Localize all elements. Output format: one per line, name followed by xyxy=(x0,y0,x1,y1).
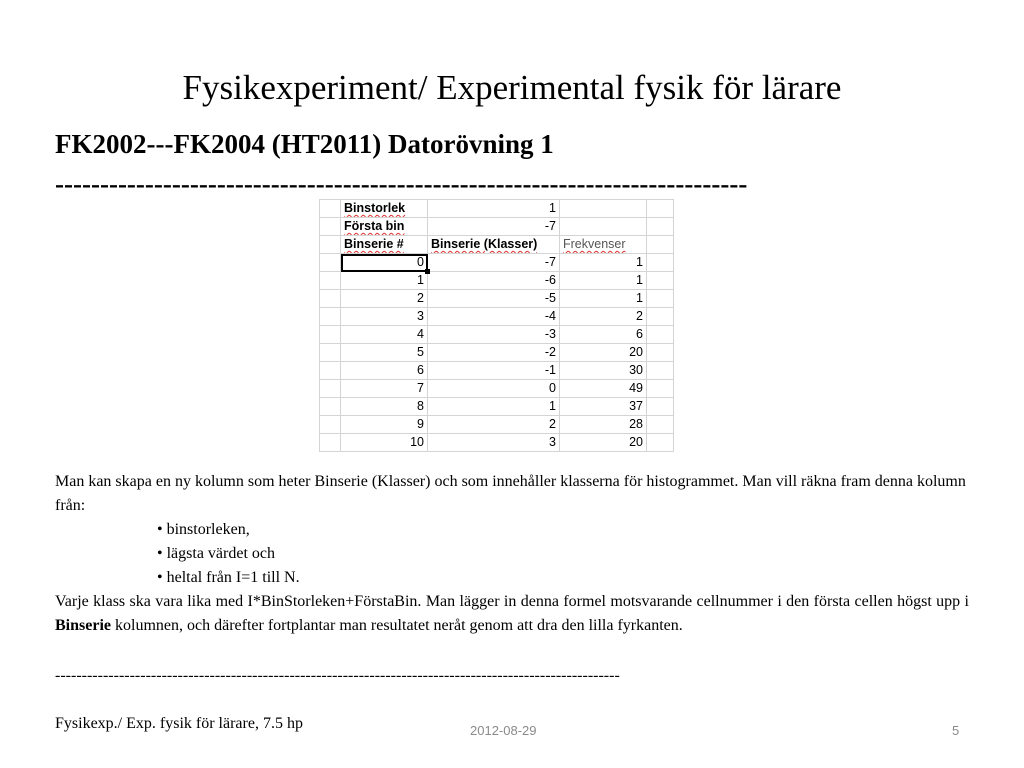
slide-subtitle: FK2002---FK2004 (HT2011) Datorövning 1 xyxy=(55,129,554,159)
sheet-data-row xyxy=(320,362,674,380)
formula-text: Varje klass ska vara lika med I*BinStorleken+FörstaBin. Man lägger in denna formel motsvarande cellnummer i den första cellen högst upp i xyxy=(55,593,969,610)
cell-binserie-number: 6 xyxy=(341,362,428,380)
sheet-data-row xyxy=(320,272,674,290)
bullet-list xyxy=(55,518,969,590)
cell-binserie-number: 10 xyxy=(341,434,428,452)
sheet-data-row xyxy=(320,434,674,452)
cell-frekvens: 37 xyxy=(560,398,647,416)
row-gutter xyxy=(320,290,341,308)
fill-handle xyxy=(425,269,430,274)
cell-empty xyxy=(647,434,674,452)
cell-value-binstorlek: 1 xyxy=(428,200,560,218)
sheet-row-binstorlek xyxy=(320,200,674,218)
cell-empty xyxy=(647,218,674,236)
cell-frekvens: 28 xyxy=(560,416,647,434)
header-binserie-number: Binserie # xyxy=(341,236,428,254)
cell-frekvens: 20 xyxy=(560,434,647,452)
bullet-item: • binstorleken, xyxy=(157,521,250,538)
binserie-bold: Binserie xyxy=(55,617,111,634)
row-gutter xyxy=(320,380,341,398)
cell-binserie-number: 9 xyxy=(341,416,428,434)
cell-binserie-number: 8 xyxy=(341,398,428,416)
cell-frekvens: 49 xyxy=(560,380,647,398)
footer-course: Fysikexp./ Exp. fysik för lärare, 7.5 hp xyxy=(55,715,303,732)
cell-empty xyxy=(647,416,674,434)
sheet-data-row xyxy=(320,416,674,434)
cell-binserie-klass: -6 xyxy=(428,272,560,290)
cell-empty xyxy=(647,362,674,380)
cell-binserie-klass: 1 xyxy=(428,398,560,416)
row-gutter xyxy=(320,434,341,452)
cell-binserie-klass: -3 xyxy=(428,326,560,344)
sheet-data-row xyxy=(320,254,674,272)
cell-frekvens: 2 xyxy=(560,308,647,326)
cell-empty xyxy=(560,218,647,236)
cell-binserie-number: 5 xyxy=(341,344,428,362)
cell-empty xyxy=(647,326,674,344)
cell-binserie-klass: -2 xyxy=(428,344,560,362)
sheet-data-row xyxy=(320,398,674,416)
sheet-data-row xyxy=(320,290,674,308)
row-gutter xyxy=(320,218,341,236)
cell-frekvens: 1 xyxy=(560,290,647,308)
cell-frekvens: 1 xyxy=(560,254,647,272)
cell-binserie-klass: -7 xyxy=(428,254,560,272)
sheet-data-row xyxy=(320,380,674,398)
sheet-data-row xyxy=(320,308,674,326)
cell-empty xyxy=(647,380,674,398)
row-gutter xyxy=(320,416,341,434)
cell-binserie-klass: 3 xyxy=(428,434,560,452)
cell-empty xyxy=(647,254,674,272)
body-text xyxy=(55,470,969,638)
row-gutter xyxy=(320,344,341,362)
spreadsheet-table xyxy=(319,199,674,452)
cell-frekvens: 6 xyxy=(560,326,647,344)
cell-binserie-number: 2 xyxy=(341,290,428,308)
row-gutter xyxy=(320,200,341,218)
formula-paragraph xyxy=(55,590,969,638)
header-binserie-klasser: Binserie (Klasser) xyxy=(428,236,560,254)
slide-number: 5 xyxy=(952,723,960,738)
cell-value-forsta-bin: -7 xyxy=(428,218,560,236)
sheet-data-row xyxy=(320,326,674,344)
cell-frekvens: 20 xyxy=(560,344,647,362)
row-gutter xyxy=(320,272,341,290)
cell-binserie-klass: 0 xyxy=(428,380,560,398)
cell-binserie-klass: 2 xyxy=(428,416,560,434)
divider-top: ----------------------------------------------------------------------------- xyxy=(55,169,748,199)
cell-empty xyxy=(647,236,674,254)
bullet-item: • lägsta värdet och xyxy=(157,545,275,562)
row-gutter xyxy=(320,236,341,254)
cell-frekvens: 1 xyxy=(560,272,647,290)
slide-title: Fysikexperiment/ Experimental fysik för lärare xyxy=(182,68,842,107)
cell-binserie-number: 4 xyxy=(341,326,428,344)
cell-label-forsta-bin: Första bin xyxy=(341,218,428,236)
cell-empty xyxy=(647,200,674,218)
row-gutter xyxy=(320,308,341,326)
cell-empty xyxy=(647,344,674,362)
cell-empty xyxy=(560,200,647,218)
cell-empty xyxy=(647,290,674,308)
sheet-row-forsta-bin xyxy=(320,218,674,236)
cell-empty xyxy=(647,398,674,416)
cell-binserie-number: 3 xyxy=(341,308,428,326)
cell-binserie-number: 7 xyxy=(341,380,428,398)
sheet-header-row xyxy=(320,236,674,254)
row-gutter xyxy=(320,254,341,272)
cell-empty xyxy=(647,308,674,326)
sheet-data-row xyxy=(320,344,674,362)
spreadsheet-image xyxy=(319,199,674,452)
footer-date: 2012-08-29 xyxy=(470,723,537,738)
cell-binserie-number: 1 xyxy=(341,272,428,290)
divider-bottom: ---------------------------------------------------------------------------------------------------------- xyxy=(55,667,620,684)
intro-paragraph: Man kan skapa en ny kolumn som heter Binserie (Klasser) och som innehåller klasserna för histogrammet. Man vill räkna fram denna kolumn från: xyxy=(55,473,966,514)
cell-label-binstorlek: Binstorlek xyxy=(341,200,428,218)
row-gutter xyxy=(320,398,341,416)
formula-text-end: kolumnen, och därefter fortplantar man resultatet neråt genom att dra den lilla fyrkanten. xyxy=(111,617,683,634)
header-frekvenser: Frekvenser xyxy=(560,236,647,254)
row-gutter xyxy=(320,362,341,380)
bullet-item: • heltal från I=1 till N. xyxy=(157,569,300,586)
cell-binserie-klass: -4 xyxy=(428,308,560,326)
cell-binserie-klass: -1 xyxy=(428,362,560,380)
cell-frekvens: 30 xyxy=(560,362,647,380)
active-cell: 0 xyxy=(341,254,428,272)
cell-binserie-klass: -5 xyxy=(428,290,560,308)
cell-empty xyxy=(647,272,674,290)
row-gutter xyxy=(320,326,341,344)
